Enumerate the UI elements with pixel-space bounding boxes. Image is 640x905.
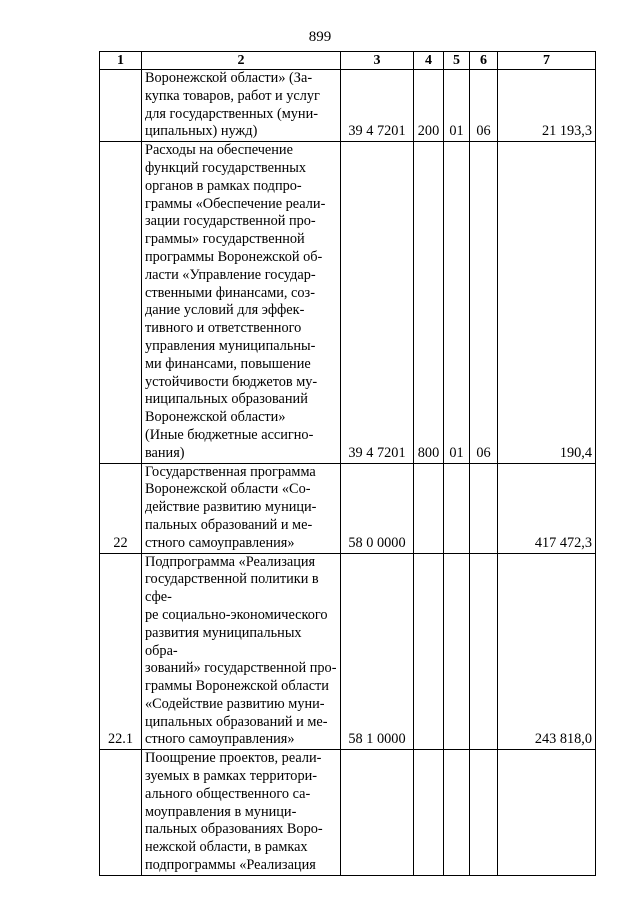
- header-col-5: 5: [444, 52, 470, 70]
- row-section: 01: [444, 70, 470, 142]
- budget-table: [99, 51, 596, 876]
- header-col-1: 1: [100, 52, 142, 70]
- header-col-3: 3: [341, 52, 414, 70]
- row-number: 22: [100, 463, 142, 553]
- row-name-text: Государственная программа Воронежской области «Со- действие развитию муници- пальных образований и ме- стного самоуправления»: [145, 463, 317, 551]
- row-subsection: [470, 463, 498, 553]
- table-header-row: [100, 52, 596, 70]
- row-target-code: 39 4 7201: [341, 142, 414, 463]
- table-row: [100, 142, 596, 463]
- row-number: 22.1: [100, 553, 142, 750]
- row-amount: 417 472,3: [498, 463, 596, 553]
- row-section: [444, 463, 470, 553]
- row-amount: 190,4: [498, 142, 596, 463]
- header-col-7: 7: [498, 52, 596, 70]
- row-subsection: 06: [470, 70, 498, 142]
- row-expense-type: [414, 553, 444, 750]
- row-expense-type: 800: [414, 142, 444, 463]
- row-name: [142, 553, 341, 750]
- row-name-text: Подпрограмма «Реализация государственной политики в сфе- ре социально-экономического развития муниципальных обра- зований» государственной про- граммы Воронежской области «Содействие развитию муни- ципальных образований и ме- стного самоуправления»: [145, 553, 337, 748]
- row-section: 01: [444, 142, 470, 463]
- row-subsection: [470, 750, 498, 876]
- row-number: [100, 750, 142, 876]
- row-section: [444, 750, 470, 876]
- row-name: [142, 70, 341, 142]
- row-name-text: Воронежской области» (За- купка товаров, работ и услуг для государственных (муни- ципальных) нужд): [145, 70, 320, 140]
- header-col-4: 4: [414, 52, 444, 70]
- row-target-code: 58 1 0000: [341, 553, 414, 750]
- row-target-code: 39 4 7201: [341, 70, 414, 142]
- row-target-code: [341, 750, 414, 876]
- row-name-text: Поощрение проектов, реали- зуемых в рамках территори- ального общественного са- моуправления в муници- пальных образованиях Воро- нежской области, в рамках подпрограммы «Реализация: [145, 750, 323, 874]
- row-amount: 243 818,0: [498, 553, 596, 750]
- row-subsection: 06: [470, 142, 498, 463]
- table-row: [100, 553, 596, 750]
- row-expense-type: [414, 750, 444, 876]
- row-name: [142, 750, 341, 876]
- row-name: [142, 463, 341, 553]
- row-subsection: [470, 553, 498, 750]
- row-target-code: 58 0 0000: [341, 463, 414, 553]
- row-number: [100, 70, 142, 142]
- page-number: 899: [308, 29, 332, 45]
- row-amount: [498, 750, 596, 876]
- table-row: [100, 70, 596, 142]
- row-section: [444, 553, 470, 750]
- header-col-6: 6: [470, 52, 498, 70]
- header-col-2: 2: [142, 52, 341, 70]
- row-number: [100, 142, 142, 463]
- table-row: [100, 750, 596, 876]
- row-amount: 21 193,3: [498, 70, 596, 142]
- table-row: [100, 463, 596, 553]
- row-name-text: Расходы на обеспечение функций государственных органов в рамках подпро- граммы «Обеспечение реали- зации государственной про- граммы» государственной программы Воронежской об- ласти «Управление государ- ственными финансами, соз- дание условий для эффек- тивного и ответственного управления муниципальны- ми финансами, повышение устойчивости бюджетов му- ниципальных образований Воронежской области» (Иные бюджетные ассигно- вания): [145, 142, 326, 461]
- row-expense-type: [414, 463, 444, 553]
- row-expense-type: 200: [414, 70, 444, 142]
- row-name: [142, 142, 341, 463]
